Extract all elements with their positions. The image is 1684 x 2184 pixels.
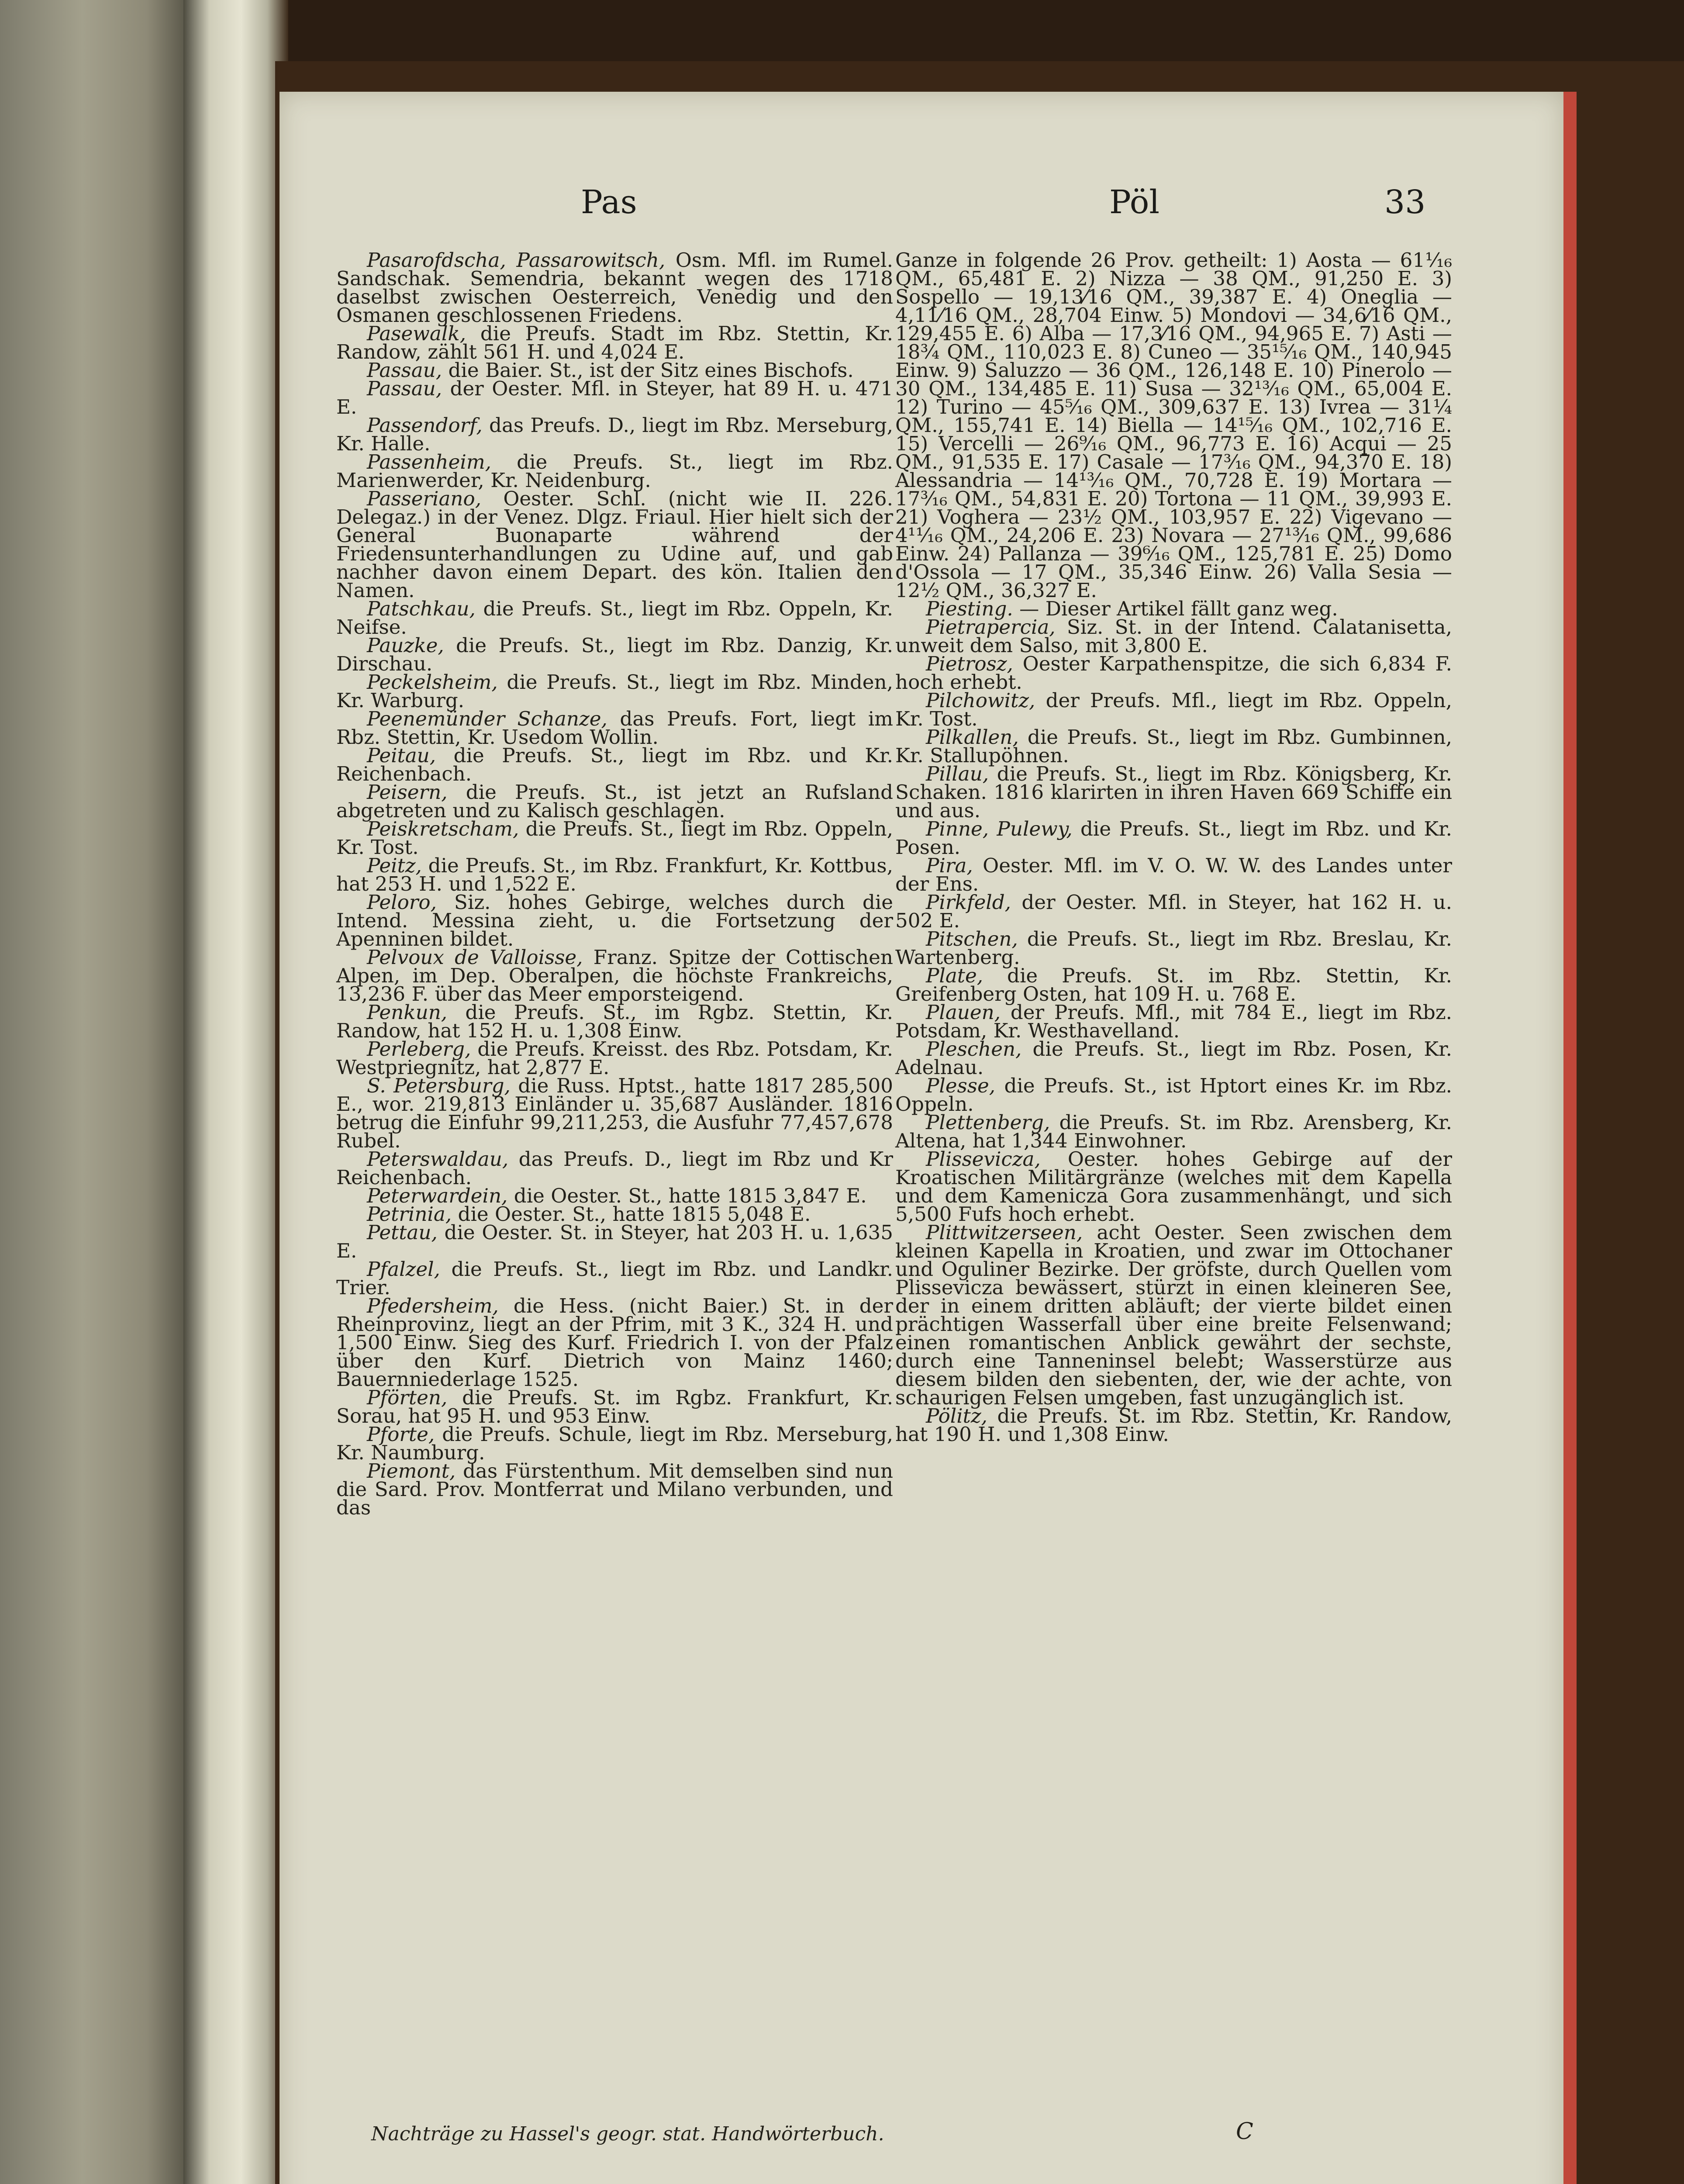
facing-page <box>0 0 183 2184</box>
entry-lemma: Peterwardein, <box>367 1184 508 1207</box>
entry-text: die Preufs. St., liegt im Rbz. und Kr. Reichenbach. <box>336 744 893 785</box>
right-column <box>895 251 1452 1444</box>
entry-lemma: Peloro, <box>367 891 437 914</box>
entry-text: die Russ. Hptst., hatte 1817 285,500 E., wor. 219,813 Einländer u. 35,687 Ausländer. 1816 betrug die Einfuhr 99,211,253, die Ausfuhr 77,457,678 Rubel. <box>336 1074 893 1152</box>
entry-text: die Oester. St., hatte 1815 5,048 E. <box>452 1203 811 1226</box>
entry-text: Oester Karpathenspitze, die sich 6,834 F. hoch erhebt. <box>895 652 1452 694</box>
entry-lemma: S. Petersburg, <box>367 1074 511 1097</box>
entry-lemma: Pelvoux de Valloisse, <box>367 946 583 969</box>
entry-lemma: Pirkfeld, <box>926 891 1011 914</box>
entry-lemma: Pilkallen, <box>926 726 1019 749</box>
entry-text: Oester. Mfl. im V. O. W. W. des Landes unter der Ens. <box>895 854 1452 895</box>
dictionary-entry <box>336 670 893 712</box>
dictionary-entry <box>336 1074 893 1152</box>
entry-text: die Preufs. St., liegt im Rbz. Danzig, Kr. Dirschau. <box>336 634 893 675</box>
entry-lemma: Piesting. <box>926 597 1013 620</box>
entry-lemma: Plesse, <box>926 1074 996 1097</box>
entry-text: die Preufs. St., liegt im Rbz. Minden, Kr. Warburg. <box>336 670 893 712</box>
entry-lemma: Pasarofdscha, Passarowitsch, <box>367 249 666 272</box>
dictionary-entry <box>336 1260 893 1297</box>
dictionary-entry <box>336 1386 893 1427</box>
entry-text: Siz. St. in der Intend. Calatanisetta, unweit dem Salso, mit 3,800 E. <box>895 615 1452 657</box>
entry-lemma: Peisern, <box>367 781 448 804</box>
dictionary-entry <box>336 1147 893 1189</box>
entry-text: die Oester. St., hatte 1815 3,847 E. <box>507 1184 867 1207</box>
entry-text: die Preufs. St. im Rgbz. Frankfurt, Kr. Sorau, hat 95 H. und 953 Einw. <box>336 1386 893 1427</box>
entry-lemma: Plate, <box>926 964 983 987</box>
dictionary-entry <box>895 1074 1452 1116</box>
dictionary-entry <box>895 817 1452 859</box>
signature-mark: C <box>1236 2118 1253 2145</box>
entry-text: Oester. Schl. (nicht wie II. 226. Delegaz.) in der Venez. Dlgz. Friaul. Hier hielt sich der General Buonaparte während der Friedensunterhandlungen zu Udine auf, und gab nachher davon einem Depart. des kön. Italien den Namen. <box>336 487 893 602</box>
entry-lemma: Pettau, <box>367 1221 438 1244</box>
dictionary-entry <box>895 691 1452 728</box>
dictionary-entry <box>336 707 893 749</box>
dictionary-entry <box>895 762 1452 822</box>
entry-lemma: Pitschen, <box>926 927 1018 950</box>
dictionary-entry <box>336 746 893 783</box>
dictionary-entry <box>895 854 1452 895</box>
entry-lemma: Peiskretscham, <box>367 817 519 840</box>
dictionary-entry <box>336 1037 893 1079</box>
dictionary-entry <box>336 1003 893 1040</box>
entry-lemma: Plettenberg, <box>926 1111 1050 1134</box>
entry-text: Oester. hohes Gebirge auf der Kroatischen Militärgränze (welches mit dem Kapella und dem Kamenicza Gora zusammenhängt, und sich 5,500 Fufs hoch erhebt. <box>895 1147 1452 1226</box>
entry-text: die Preufs. Kreisst. des Rbz. Potsdam, Kr. Westpriegnitz, hat 2,877 E. <box>336 1037 893 1079</box>
page-red-edge <box>1563 92 1577 2184</box>
entry-text: die Preufs. St., liegt im Rbz. Oppeln, Kr. Neifse. <box>336 597 893 639</box>
dictionary-entry <box>336 946 893 1006</box>
dictionary-entry <box>895 1147 1452 1226</box>
entry-text: acht Oester. Seen zwischen dem kleinen Kapella in Kroatien, und zwar im Ottochaner und Oguliner Bezirke. Der gröfste, durch Quellen vom Plissevicza bewässert, stürzt in einen kleineren See, der in einem dritten abläuft; der vierte bildet einen prächtigen Wasserfall über eine breite Felsenwand; einen romantischen Anblick gewährt der sechste, durch eine Tanneninsel belebt; Wasserstürze aus diesem bilden den siebenten, der, wie der achte, von schaurigen Felsen umgeben, fast unzugänglich ist. <box>895 1221 1452 1409</box>
dictionary-entry <box>895 615 1452 657</box>
entry-text: die Hess. (nicht Baier.) St. in der Rheinprovinz, liegt an der Pfrim, mit 3 K., 324 H. und 1,500 Einw. Sieg des Kurf. Friedrich I. von der Pfalz über den Kurf. Dietrich von Mainz 1460; Bauernniederlage 1525. <box>336 1294 893 1391</box>
entry-text: Franz. Spitze der Cottischen Alpen, im Dep. Oberalpen, die höchste Frankreichs, 13,236 F. über das Meer emporsteigend. <box>336 946 893 1006</box>
dictionary-entry <box>895 251 1452 600</box>
entry-text: der Oester. Mfl. in Steyer, hat 162 H. u. 502 E. <box>895 891 1452 932</box>
entry-text: die Preufs. St. im Rbz. Stettin, Kr. Randow, hat 190 H. und 1,308 Einw. <box>895 1404 1452 1446</box>
entry-lemma: Penkun, <box>367 1001 448 1024</box>
entry-text: das Fürstenthum. Mit demselben sind nun die Sard. Prov. Montferrat und Milano verbunden, und das <box>336 1459 893 1519</box>
page-number: 33 <box>1384 183 1426 221</box>
book-gutter <box>183 0 288 2184</box>
dictionary-entry <box>895 893 1452 930</box>
entry-text: die Preufs. St., im Rbz. Frankfurt, Kr. Kottbus, hat 253 H. und 1,522 E. <box>336 854 893 895</box>
entry-text: der Oester. Mfl. in Steyer, hat 89 H. u. 471 E. <box>336 377 893 418</box>
entry-text: das Preufs. D., liegt im Rbz. Merseburg, Kr. Halle. <box>336 414 893 455</box>
entry-lemma: Pförten, <box>367 1386 448 1409</box>
entry-text: die Preufs. St. im Rbz. Stettin, Kr. Greifenberg Osten, hat 109 H. u. 768 E. <box>895 964 1452 1006</box>
entry-lemma: Pilchowitz, <box>926 689 1035 712</box>
entry-lemma: Petrinia, <box>367 1203 452 1226</box>
entry-text: die Preufs. St., liegt im Rbz. Königsberg, Kr. Schaken. 1816 klarirten in ihren Haven 669 Schiffe ein und aus. <box>895 762 1452 822</box>
left-column <box>336 251 893 1517</box>
dictionary-entry <box>336 251 893 325</box>
entry-text: die Preufs. St., liegt im Rbz. Oppeln, Kr. Tost. <box>336 817 893 859</box>
dictionary-entry <box>895 927 1452 969</box>
entry-lemma: Perleberg, <box>367 1037 471 1061</box>
entry-text: die Preufs. Stadt im Rbz. Stettin, Kr. Randow, zählt 561 H. und 4,024 E. <box>336 322 893 363</box>
entry-lemma: Peckelsheim, <box>367 670 498 694</box>
entry-text: Osm. Mfl. im Rumel. Sandschak. Semendria, bekannt wegen des 1718 daselbst zwischen Oesterreich, Venedig und den Osmanen geschlossenen Friedens. <box>336 249 893 327</box>
dictionary-entry <box>336 1425 893 1462</box>
entry-text: die Preufs. St., liegt im Rbz. Posen, Kr. Adelnau. <box>895 1037 1452 1079</box>
entry-lemma: Piemont, <box>367 1459 456 1482</box>
entry-lemma: Pietrapercia, <box>926 615 1056 639</box>
dictionary-entry <box>895 964 1452 1006</box>
dictionary-entry <box>895 1223 1452 1407</box>
entry-text: die Preufs. St., liegt im Rbz. Gumbinnen, Kr. Stallupöhnen. <box>895 726 1452 767</box>
running-head-right: Pöl <box>1109 183 1160 221</box>
dictionary-entry <box>336 854 893 895</box>
entry-lemma: Pira, <box>926 854 973 877</box>
entry-lemma: Peenemünder Schanze, <box>367 707 607 730</box>
dictionary-entry <box>336 1223 893 1260</box>
entry-text: der Preufs. Mfl., mit 784 E., liegt im Rbz. Potsdam, Kr. Westhavelland. <box>895 1001 1452 1042</box>
entry-lemma: Pfedersheim, <box>367 1294 499 1317</box>
entry-lemma: Passau, <box>367 377 442 400</box>
dictionary-entry <box>895 1003 1452 1040</box>
entry-lemma: Passeriano, <box>367 487 482 510</box>
entry-lemma: Pauzke, <box>367 634 444 657</box>
dictionary-entry <box>895 1037 1452 1079</box>
dictionary-entry <box>336 1294 893 1391</box>
entry-text: die Preufs. St., liegt im Rbz. Marienwerder, Kr. Neidenburg. <box>336 450 893 492</box>
entry-lemma: Pasewalk, <box>367 322 466 345</box>
entry-lemma: Plissevicza, <box>926 1147 1041 1171</box>
entry-lemma: Passau, <box>367 359 442 382</box>
entry-text: — Dieser Artikel fällt ganz weg. <box>1013 597 1338 620</box>
entry-lemma: Passenheim, <box>367 450 492 473</box>
entry-text: die Baier. St., ist der Sitz eines Bischofs. <box>442 359 854 382</box>
entry-text: die Preufs. St., liegt im Rbz. und Kr. Posen. <box>895 817 1452 859</box>
entry-text: das Preufs. Fort, liegt im Rbz. Stettin, Kr. Usedom Wollin. <box>336 707 893 749</box>
entry-text: Siz. hohes Gebirge, welches durch die Intend. Messina zieht, u. die Fortsetzung der Apenninen bildet. <box>336 891 893 950</box>
dictionary-entry <box>336 817 893 859</box>
dictionary-entry <box>336 893 893 948</box>
entry-lemma: Pleschen, <box>926 1037 1022 1061</box>
dictionary-entry <box>336 377 893 418</box>
dictionary-entry <box>336 450 893 492</box>
entry-text: die Preufs. St., ist Hptort eines Kr. im Rbz. Oppeln. <box>895 1074 1452 1116</box>
entry-text: die Preufs. St., im Rgbz. Stettin, Kr. Randow, hat 152 H. u. 1,308 Einw. <box>336 1001 893 1042</box>
entry-lemma: Pinne, Pulewy, <box>926 817 1073 840</box>
dictionary-entry <box>336 322 893 363</box>
entry-lemma: Pfalzel, <box>367 1258 440 1281</box>
dictionary-entry <box>336 597 893 639</box>
entry-text: Ganze in folgende 26 Prov. getheilt: 1) Aosta — 61¹⁄₁₆ QM., 65,481 E. 2) Nizza — 38 QM., 91,250 E. 3) Sospello — 19,13⁄16 QM., 39,387 E. 4) Oneglia — 4,11⁄16 QM., 28,704 Einw. 5) Mondovi — 34,6⁄16 QM., 129,455 E. 6) Alba — 17,3⁄16 QM., 94,965 E. 7) Asti — 18³⁄₄ QM., 110,023 E. 8) Cuneo — 35¹⁵⁄₁₆ QM., 140,945 Einw. 9) Saluzzo — 36 QM., 126,148 E. 10) Pinerolo — 30 QM., 134,485 E. 11) Susa — 32¹³⁄₁₆ QM., 65,004 E. 12) Turino — 45⁵⁄₁₆ QM., 309,637 E. 13) Ivrea — 31¹⁄₄ QM., 155,741 E. 14) Biella — 14¹⁵⁄₁₆ QM., 102,716 E. 15) Vercelli — 26⁹⁄₁₆ QM., 96,773 E. 16) Acqui — 25 QM., 91,535 E. 17) Casale — 17³⁄₁₆ QM., 94,370 E. 18) Alessandria — 14¹³⁄₁₆ QM., 70,728 E. 19) Mortara — 17³⁄₁₆ QM., 54,831 E. 20) Tortona — 11 QM., 39,993 E. 21) Voghera — 23¹⁄₂ QM., 103,957 E. 22) Vigevano — 4¹¹⁄₁₆ QM., 24,206 E. 23) Novara — 27¹³⁄₁₆ QM., 99,686 Einw. 24) Pallanza — 39⁶⁄₁₆ QM., 125,781 E. 25) Domo d'Ossola — 17 QM., 35,346 Einw. 26) Valla Sesia — 12¹⁄₂ QM., 36,327 E. <box>895 249 1452 602</box>
entry-lemma: Plauen, <box>926 1001 1001 1024</box>
entry-lemma: Passendorf, <box>367 414 483 437</box>
entry-text: die Preufs. St., liegt im Rbz. Breslau, Kr. Wartenberg. <box>895 927 1452 969</box>
entry-text: die Preufs. Schule, liegt im Rbz. Merseburg, Kr. Naumburg. <box>336 1423 893 1464</box>
dictionary-entry <box>336 783 893 820</box>
footer-note: Nachträge zu Hassel's geogr. stat. Handwörterbuch. <box>371 2123 884 2145</box>
entry-lemma: Peitz, <box>367 854 422 877</box>
dictionary-entry <box>895 1404 1452 1446</box>
entry-lemma: Peitau, <box>367 744 436 767</box>
entry-text: das Preufs. D., liegt im Rbz und Kr Reichenbach. <box>336 1147 893 1189</box>
entry-lemma: Pölitz, <box>926 1404 988 1427</box>
dictionary-entry <box>895 728 1452 765</box>
entry-lemma: Plittwitzerseen, <box>926 1221 1083 1244</box>
entry-lemma: Pillau, <box>926 762 989 785</box>
entry-lemma: Patschkau, <box>367 597 476 620</box>
entry-text: der Preufs. Mfl., liegt im Rbz. Oppeln, Kr. Tost. <box>895 689 1452 730</box>
entry-text: die Preufs. St. im Rbz. Arensberg, Kr. Altena, hat 1,344 Einwohner. <box>895 1111 1452 1152</box>
entry-text: die Preufs. St., liegt im Rbz. und Landkr. Trier. <box>336 1258 893 1299</box>
dictionary-entry <box>895 652 1452 694</box>
entry-text: die Preufs. St., ist jetzt an Rufsland abgetreten und zu Kalisch geschlagen. <box>336 781 893 822</box>
running-head-left: Pas <box>581 183 637 221</box>
entry-text: die Oester. St. in Steyer, hat 203 H. u. 1,635 E. <box>336 1221 893 1262</box>
dictionary-entry <box>336 416 893 453</box>
entry-lemma: Peterswaldau, <box>367 1147 509 1171</box>
dictionary-entry <box>336 1459 893 1519</box>
dictionary-entry <box>336 636 893 673</box>
dictionary-entry <box>895 1113 1452 1150</box>
entry-lemma: Pforte, <box>367 1423 435 1446</box>
dictionary-entry <box>336 487 893 602</box>
entry-lemma: Pietrosz, <box>926 652 1013 675</box>
